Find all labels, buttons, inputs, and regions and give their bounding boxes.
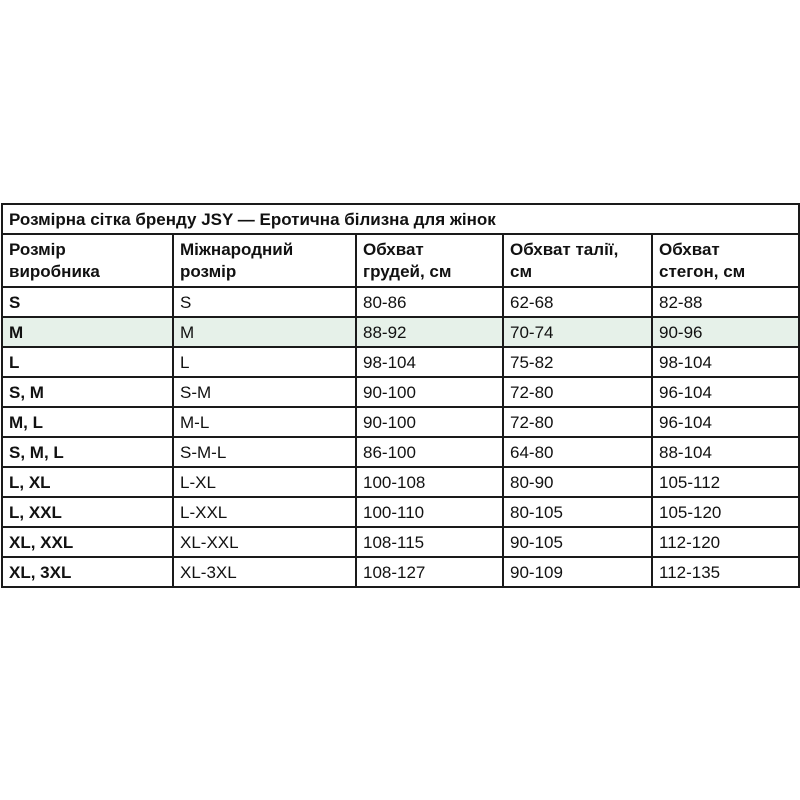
header-line: Обхват (659, 240, 720, 259)
cell-bust: 98-104 (356, 347, 503, 377)
cell-hips: 112-135 (652, 557, 799, 587)
cell-hips: 112-120 (652, 527, 799, 557)
cell-manufacturer-size: XL, XXL (2, 527, 173, 557)
cell-bust: 88-92 (356, 317, 503, 347)
table-row (2, 467, 799, 497)
cell-international-size: S-M-L (173, 437, 356, 467)
header-waist (503, 234, 652, 287)
header-international-size (173, 234, 356, 287)
table-row (2, 377, 799, 407)
cell-international-size: M (173, 317, 356, 347)
header-line: грудей, см (363, 262, 452, 281)
cell-hips: 88-104 (652, 437, 799, 467)
cell-manufacturer-size: S (2, 287, 173, 317)
cell-international-size: M-L (173, 407, 356, 437)
table-header-row (2, 234, 799, 287)
cell-hips: 105-112 (652, 467, 799, 497)
cell-bust: 90-100 (356, 377, 503, 407)
cell-manufacturer-size: L, XL (2, 467, 173, 497)
cell-international-size: L-XXL (173, 497, 356, 527)
header-manufacturer-size (2, 234, 173, 287)
cell-waist: 72-80 (503, 377, 652, 407)
header-line: Розмір (9, 240, 66, 259)
cell-hips: 105-120 (652, 497, 799, 527)
cell-hips: 96-104 (652, 407, 799, 437)
cell-waist: 64-80 (503, 437, 652, 467)
table-row (2, 347, 799, 377)
table-row (2, 407, 799, 437)
table-title-row (2, 204, 799, 234)
header-hips (652, 234, 799, 287)
table-body (2, 287, 799, 587)
header-line: см (510, 262, 533, 281)
cell-international-size: L-XL (173, 467, 356, 497)
cell-manufacturer-size: M, L (2, 407, 173, 437)
cell-hips: 96-104 (652, 377, 799, 407)
cell-waist: 90-109 (503, 557, 652, 587)
cell-waist: 90-105 (503, 527, 652, 557)
header-line: Обхват (363, 240, 424, 259)
table-row (2, 557, 799, 587)
cell-waist: 80-90 (503, 467, 652, 497)
cell-manufacturer-size: L (2, 347, 173, 377)
cell-international-size: S-M (173, 377, 356, 407)
table-row (2, 317, 799, 347)
header-line: розмір (180, 262, 237, 281)
cell-hips: 90-96 (652, 317, 799, 347)
cell-manufacturer-size: S, M (2, 377, 173, 407)
cell-bust: 108-115 (356, 527, 503, 557)
header-line: Обхват талії, (510, 240, 619, 259)
cell-bust: 100-108 (356, 467, 503, 497)
cell-manufacturer-size: S, M, L (2, 437, 173, 467)
cell-waist: 75-82 (503, 347, 652, 377)
cell-hips: 82-88 (652, 287, 799, 317)
cell-waist: 70-74 (503, 317, 652, 347)
cell-bust: 100-110 (356, 497, 503, 527)
header-line: стегон, см (659, 262, 746, 281)
cell-waist: 72-80 (503, 407, 652, 437)
cell-international-size: L (173, 347, 356, 377)
table-row (2, 287, 799, 317)
table-row (2, 497, 799, 527)
cell-manufacturer-size: M (2, 317, 173, 347)
cell-hips: 98-104 (652, 347, 799, 377)
cell-manufacturer-size: XL, 3XL (2, 557, 173, 587)
header-line: Міжнародний (180, 240, 294, 259)
cell-bust: 80-86 (356, 287, 503, 317)
cell-waist: 62-68 (503, 287, 652, 317)
header-bust (356, 234, 503, 287)
table-row (2, 527, 799, 557)
table-row (2, 437, 799, 467)
cell-manufacturer-size: L, XXL (2, 497, 173, 527)
cell-international-size: S (173, 287, 356, 317)
header-line: виробника (9, 262, 100, 281)
table-title: Розмірна сітка бренду JSY — Еротична білизна для жінок (2, 204, 799, 234)
cell-bust: 108-127 (356, 557, 503, 587)
cell-bust: 90-100 (356, 407, 503, 437)
cell-waist: 80-105 (503, 497, 652, 527)
cell-international-size: XL-3XL (173, 557, 356, 587)
cell-bust: 86-100 (356, 437, 503, 467)
size-chart-table (1, 203, 800, 588)
cell-international-size: XL-XXL (173, 527, 356, 557)
